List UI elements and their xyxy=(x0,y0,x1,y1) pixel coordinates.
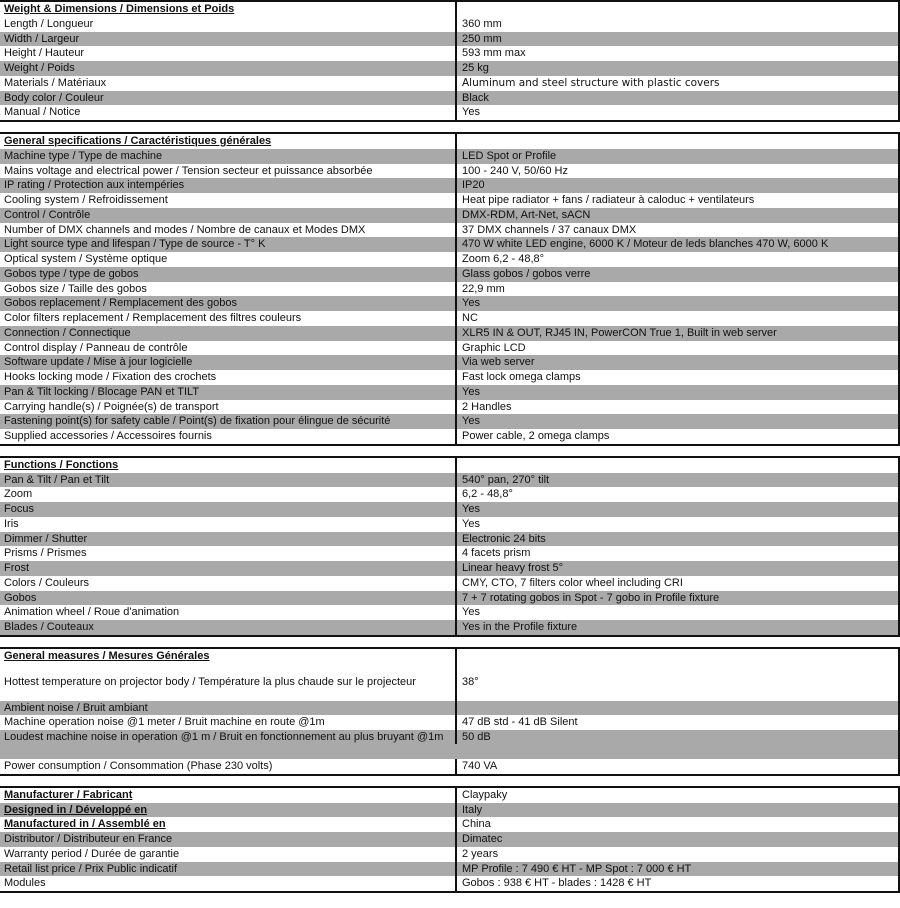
section-gap xyxy=(0,122,900,132)
row-label: Connection / Connectique xyxy=(4,326,131,339)
table-row xyxy=(0,847,898,862)
spec-section xyxy=(0,456,900,637)
row-label: Number of DMX channels and modes / Nombre de canaux et Modes DMX xyxy=(4,223,366,236)
table-row xyxy=(0,341,898,356)
row-value: 22,9 mm xyxy=(455,282,898,297)
section-header xyxy=(0,134,898,149)
table-row xyxy=(0,862,898,877)
row-label: Carrying handle(s) / Poignée(s) de transport xyxy=(4,400,219,413)
row-value: 540° pan, 270° tilt xyxy=(455,473,898,488)
row-value: 6,2 - 48,8° xyxy=(455,487,898,502)
row-label: Supplied accessories / Accessoires fournis xyxy=(4,430,212,442)
table-row xyxy=(0,759,898,774)
row-value: IP20 xyxy=(455,178,898,193)
table-row xyxy=(0,788,898,803)
row-label: Blades / Couteaux xyxy=(4,621,94,633)
row-label: Optical system / Système optique xyxy=(4,253,168,265)
row-label: Machine operation noise @1 meter / Bruit machine en route @1m xyxy=(4,716,325,729)
row-label: Control / Contrôle xyxy=(4,208,91,221)
row-label: Gobos xyxy=(4,591,37,604)
row-value: 593 mm max xyxy=(455,46,898,61)
table-row xyxy=(0,252,898,267)
row-value: 4 facets prism xyxy=(455,546,898,561)
section-gap xyxy=(0,637,900,647)
row-value: 360 mm xyxy=(455,17,898,32)
table-row xyxy=(0,620,898,635)
row-value: 38° xyxy=(455,664,898,701)
table-row xyxy=(0,76,898,91)
row-label: Weight / Poids xyxy=(4,62,75,74)
row-value: 2 years xyxy=(455,847,898,862)
row-value: LED Spot or Profile xyxy=(455,149,898,164)
table-row xyxy=(0,208,898,223)
table-row xyxy=(0,546,898,561)
row-value: Yes xyxy=(455,105,898,120)
row-label: Prisms / Prismes xyxy=(4,547,87,560)
row-value: Fast lock omega clamps xyxy=(455,370,898,385)
row-label: Colors / Couleurs xyxy=(4,576,89,589)
row-label: Cooling system / Refroidissement xyxy=(4,194,168,206)
spec-section xyxy=(0,0,900,122)
table-row xyxy=(0,355,898,370)
row-value: Yes xyxy=(455,517,898,532)
section-header-value-cell xyxy=(455,458,898,473)
table-row xyxy=(0,296,898,311)
row-label: Ambient noise / Bruit ambiant xyxy=(4,701,148,714)
row-value: 25 kg xyxy=(455,61,898,76)
table-row xyxy=(0,385,898,400)
row-value: Yes in the Profile fixture xyxy=(455,620,898,635)
row-label: Pan & Tilt locking / Blocage PAN et TILT xyxy=(4,385,200,398)
row-label: Materials / Matériaux xyxy=(4,76,107,89)
table-row xyxy=(0,17,898,32)
row-label: Focus xyxy=(4,503,34,515)
row-value: 37 DMX channels / 37 canaux DMX xyxy=(455,223,898,238)
row-label: IP rating / Protection aux intempéries xyxy=(4,179,185,192)
table-row xyxy=(0,223,898,238)
row-value: Yes xyxy=(455,502,898,517)
section-header-value-cell xyxy=(455,649,898,664)
row-value xyxy=(455,701,898,716)
table-row xyxy=(0,715,898,730)
row-value: MP Profile : 7 490 € HT - MP Spot : 7 000 € HT xyxy=(455,862,898,877)
row-value: 470 W white LED engine, 6000 K / Moteur de leds blanches 470 W, 6000 K xyxy=(455,237,898,252)
row-value: 100 - 240 V, 50/60 Hz xyxy=(455,164,898,179)
row-value: Yes xyxy=(455,296,898,311)
spec-section xyxy=(0,647,900,776)
row-label: Frost xyxy=(4,562,30,574)
section-title: General measures / Mesures Générales xyxy=(4,649,210,662)
section-header-value-cell xyxy=(455,2,898,17)
row-value: Black xyxy=(455,91,898,106)
row-label: Power consumption / Consommation (Phase 230 volts) xyxy=(4,760,273,772)
row-label: Animation wheel / Roue d'animation xyxy=(4,606,180,619)
table-row xyxy=(0,701,898,716)
table-row xyxy=(0,267,898,282)
row-value: 250 mm xyxy=(455,32,898,47)
table-row xyxy=(0,178,898,193)
section-header xyxy=(0,2,898,17)
table-row xyxy=(0,105,898,120)
table-row xyxy=(0,561,898,576)
row-value: Graphic LCD xyxy=(455,341,898,356)
row-label: Zoom xyxy=(4,488,33,501)
row-label: Distributor / Distributeur en France xyxy=(4,833,173,845)
row-value: Glass gobos / gobos verre xyxy=(455,267,898,282)
section-header xyxy=(0,458,898,473)
row-value: NC xyxy=(455,311,898,326)
section-header-value-cell xyxy=(455,134,898,149)
section-gap xyxy=(0,776,900,786)
row-value: DMX-RDM, Art-Net, sACN xyxy=(455,208,898,223)
row-label: Mains voltage and electrical power / Tension secteur et puissance absorbée xyxy=(4,164,373,177)
row-value: Yes xyxy=(455,414,898,429)
row-label: Gobos type / type de gobos xyxy=(4,267,139,280)
row-label: Retail list price / Prix Public indicatif xyxy=(4,862,178,875)
row-value: Yes xyxy=(455,605,898,620)
table-row xyxy=(0,414,898,429)
row-value: Claypaky xyxy=(455,788,898,803)
row-value: 50 dB xyxy=(455,730,898,744)
row-label: Gobos replacement / Remplacement des gobos xyxy=(4,297,237,310)
row-value: Gobos : 938 € HT - blades : 1428 € HT xyxy=(455,876,898,891)
table-row xyxy=(0,61,898,76)
table-row xyxy=(0,876,898,891)
row-label: Manufactured in / Assemblé en xyxy=(4,818,166,831)
table-row xyxy=(0,237,898,252)
table-row xyxy=(0,400,898,415)
table-row xyxy=(0,517,898,532)
row-label: Body color / Couleur xyxy=(4,91,104,104)
section-header xyxy=(0,649,898,664)
row-label: Height / Hauteur xyxy=(4,47,85,60)
table-row xyxy=(0,46,898,61)
table-row xyxy=(0,164,898,179)
table-row xyxy=(0,576,898,591)
table-row xyxy=(0,311,898,326)
row-label: Designed in / Développé en xyxy=(4,803,148,816)
table-row xyxy=(0,326,898,341)
row-label: Fastening point(s) for safety cable / Point(s) de fixation pour élingue de sécurité xyxy=(4,415,391,428)
row-value: Linear heavy frost 5° xyxy=(455,561,898,576)
row-label: Width / Largeur xyxy=(4,32,80,45)
row-value: Heat pipe radiator + fans / radiateur à caloduc + ventilateurs xyxy=(455,193,898,208)
table-row xyxy=(0,370,898,385)
table-row xyxy=(0,473,898,488)
row-label: Length / Longueur xyxy=(4,17,94,30)
row-value: China xyxy=(455,817,898,832)
row-value: 2 Handles xyxy=(455,400,898,415)
table-row xyxy=(0,817,898,832)
section-gap xyxy=(0,446,900,456)
spec-section xyxy=(0,786,900,893)
row-label: Software update / Mise à jour logicielle xyxy=(4,356,193,369)
row-value: Via web server xyxy=(455,355,898,370)
row-value: Aluminum and steel structure with plastic covers xyxy=(455,76,898,91)
row-label: Control display / Panneau de contrôle xyxy=(4,341,188,354)
row-value: 7 + 7 rotating gobos in Spot - 7 gobo in Profile fixture xyxy=(455,591,898,606)
row-value: Dimatec xyxy=(455,832,898,847)
row-value: 740 VA xyxy=(455,759,898,774)
row-label: Gobos size / Taille des gobos xyxy=(4,282,147,295)
table-row xyxy=(0,32,898,47)
table-row xyxy=(0,487,898,502)
table-row xyxy=(0,91,898,106)
row-value: Electronic 24 bits xyxy=(455,532,898,547)
row-value: XLR5 IN & OUT, RJ45 IN, PowerCON True 1, Built in web server xyxy=(455,326,898,341)
row-label: Warranty period / Durée de garantie xyxy=(4,847,180,860)
row-value: Yes xyxy=(455,385,898,400)
row-label: Loudest machine noise in operation @1 m / Bruit en fonctionnement au plus bruyant @1m xyxy=(4,731,444,743)
section-title: General specifications / Caractéristiques générales xyxy=(4,135,272,147)
row-label: Dimmer / Shutter xyxy=(4,532,88,545)
row-label: Manufacturer / Fabricant xyxy=(4,788,133,801)
row-value: 47 dB std - 41 dB Silent xyxy=(455,715,898,730)
row-value: CMY, CTO, 7 filters color wheel including CRI xyxy=(455,576,898,591)
row-label: Hottest temperature on projector body / Température la plus chaude sur le projecteur xyxy=(4,675,416,688)
row-value: Zoom 6,2 - 48,8° xyxy=(455,252,898,267)
table-row xyxy=(0,591,898,606)
table-row xyxy=(0,532,898,547)
row-value: Italy xyxy=(455,803,898,818)
row-label: Color filters replacement / Remplacement des filtres couleurs xyxy=(4,312,302,324)
row-label: Modules xyxy=(4,877,46,890)
table-row xyxy=(0,429,898,444)
row-label: Hooks locking mode / Fixation des crochets xyxy=(4,371,217,383)
row-label: Iris xyxy=(4,517,19,530)
table-row xyxy=(0,605,898,620)
row-label: Manual / Notice xyxy=(4,106,81,119)
table-row xyxy=(0,282,898,297)
section-title: Functions / Fonctions xyxy=(4,458,119,471)
row-label: Pan & Tilt / Pan et Tilt xyxy=(4,473,110,486)
table-row xyxy=(0,730,898,759)
table-row xyxy=(0,502,898,517)
table-row xyxy=(0,149,898,164)
row-label: Machine type / Type de machine xyxy=(4,149,163,162)
table-row xyxy=(0,193,898,208)
spec-section xyxy=(0,132,900,446)
table-row xyxy=(0,803,898,818)
table-row xyxy=(0,832,898,847)
row-value: Power cable, 2 omega clamps xyxy=(455,429,898,444)
table-row xyxy=(0,664,898,701)
row-label: Light source type and lifespan / Type de source - T° K xyxy=(4,238,266,251)
section-title: Weight & Dimensions / Dimensions et Poids xyxy=(4,3,235,15)
